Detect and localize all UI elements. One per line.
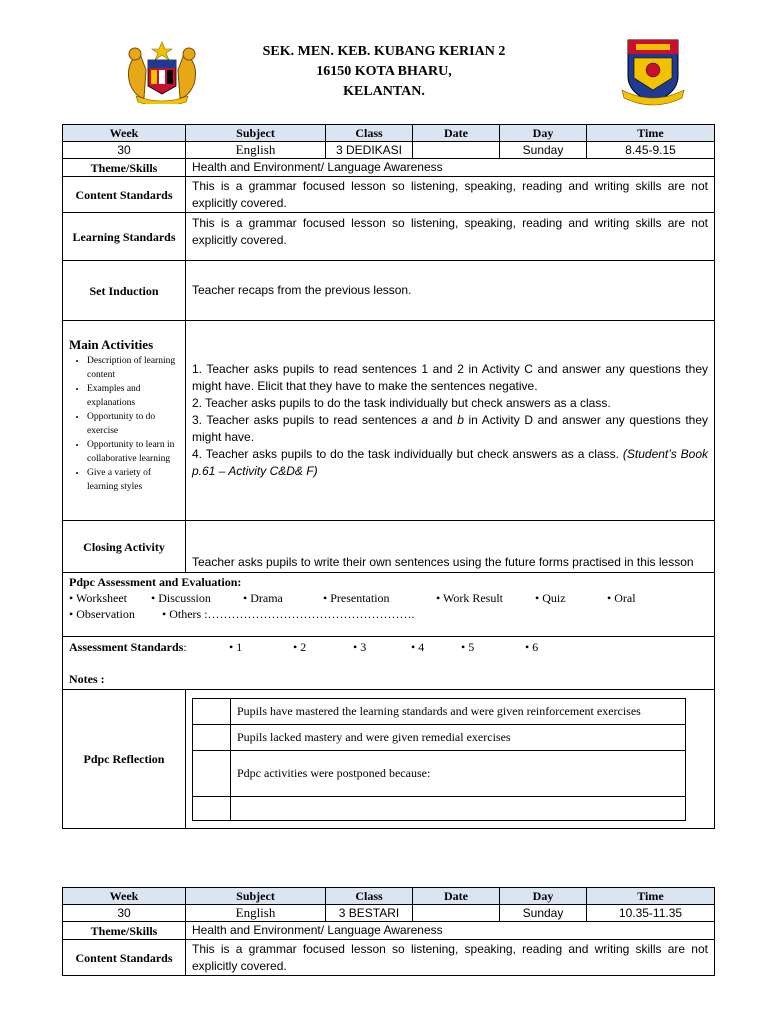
class-header: Class [326,125,413,142]
school-crest-logo [618,36,688,106]
header-row [63,125,715,142]
values-row [63,905,715,922]
lesson-plan-table-1 [62,124,715,829]
theme-row [63,159,715,177]
content-standards-row [63,940,715,976]
pdpc-option-presentation: • Presentation [323,591,390,605]
theme-row [63,922,715,940]
assessment-standards-colon: : [183,640,187,654]
pdpc-assessment-row [63,573,715,637]
main-activity-step-1: 1. Teacher asks pupils to read sentences 1 and 2 in Activity C and answer any questions they might have. Elicit that they have to make the sentences negative. [192,362,708,393]
day-value: Sunday [500,142,587,159]
main-activities-row [63,321,715,521]
list-item: • Give a variety of learning styles [87,467,179,494]
assessment-level-5: • 5 [461,640,475,654]
week-value: 30 [63,905,186,922]
reflection-checkbox-remedial[interactable] [193,724,231,750]
reflection-checkbox-postponed[interactable] [193,750,231,796]
notes-label: Notes : [69,672,105,686]
theme-value: Health and Environment/ Language Awareness [186,922,715,940]
content-standards-row [63,177,715,213]
step-3-sentence-b: b [457,413,464,427]
main-activities-value [186,321,715,521]
school-postcode-city: 16150 KOTA BHARU, [316,64,452,79]
reflection-text-mastered: Pupils have mastered the learning standards and were given reinforcement exercises [231,698,686,724]
step-3-text-a: 3. Teacher asks pupils to read sentences [192,413,422,427]
main-activity-step-2: 2. Teacher asks pupils to do the task individually but check answers as a class. [192,396,611,410]
content-standards-label: Content Standards [63,940,186,976]
header-row [63,888,715,905]
subject-value: English [186,905,326,922]
date-header: Date [413,125,500,142]
pdpc-reflection-row [63,690,715,829]
assessment-level-2: • 2 [293,640,307,654]
values-row [63,142,715,159]
content-standards-value: This is a grammar focused lesson so listening, speaking, reading and writing skills are not explicitly covered. [186,177,715,213]
school-name: SEK. MEN. KEB. KUBANG KERIAN 2 [262,44,506,59]
pdpc-option-work-result: • Work Result [436,591,504,605]
date-value [413,142,500,159]
pdpc-assessment-title: Pdpc Assessment and Evaluation: [69,575,242,589]
main-activities-criteria-list [69,355,179,494]
assessment-level-1: • 1 [229,640,243,654]
step-4-text: 4. Teacher asks pupils to do the task individually but check answers as a class. [192,447,623,461]
assessment-standards-line [69,639,708,655]
school-header [0,40,768,110]
assessment-standards-cell [63,637,715,690]
assessment-level-3: • 3 [353,640,367,654]
main-activities-label-cell [63,321,186,521]
reflection-row-postponed [193,750,686,796]
closing-activity-label: Closing Activity [63,521,186,573]
pdpc-option-others: • Others :……………………………………………. [162,607,415,621]
pdpc-reflection-table [192,698,686,821]
learning-standards-label: Learning Standards [63,213,186,261]
assessment-standards-label: Assessment Standards [69,640,184,654]
day-header: Day [500,888,587,905]
reflection-row-mastered [193,698,686,724]
list-item: • Examples and explanations [87,383,179,410]
list-item: • Description of learning content [87,355,179,382]
subject-header: Subject [186,125,326,142]
time-header: Time [587,888,715,905]
content-standards-label: Content Standards [63,177,186,213]
school-state: KELANTAN. [343,84,425,99]
assessment-level-6: • 6 [525,640,539,654]
pdpc-option-worksheet: • Worksheet [69,591,128,605]
day-header: Day [500,125,587,142]
pdpc-reflection-cell [186,690,715,829]
theme-label: Theme/Skills [63,922,186,940]
subject-header: Subject [186,888,326,905]
pdpc-option-drama: • Drama [243,591,283,605]
time-header: Time [587,125,715,142]
main-activities-label: Main Activities [69,337,154,352]
class-value: 3 BESTARI [326,905,413,922]
reflection-text-postponed: Pdpc activities were postponed because: [231,750,686,796]
theme-label: Theme/Skills [63,159,186,177]
pdpc-option-quiz: • Quiz [535,591,566,605]
main-activity-step-4 [192,446,708,480]
reflection-text-remedial: Pupils lacked mastery and were given remedial exercises [231,724,686,750]
set-induction-row [63,261,715,321]
list-item: • Opportunity to do exercise [87,411,179,438]
set-induction-label: Set Induction [63,261,186,321]
step-3-sentence-a: a [421,413,429,427]
assessment-standards-label-group [69,639,205,655]
time-value: 8.45-9.15 [587,142,715,159]
pdpc-options-row-2 [69,606,708,622]
class-value: 3 DEDIKASI [326,142,413,159]
set-induction-value: Teacher recaps from the previous lesson. [186,261,715,321]
lesson-plan-table-2 [62,887,715,976]
closing-activity-value: Teacher asks pupils to write their own sentences using the future forms practised in this lesson [186,521,715,573]
closing-activity-row [63,521,715,573]
assessment-standards-row [63,637,715,690]
step-3-and: and [428,413,458,427]
list-item: • Opportunity to learn in collaborative learning [87,439,179,466]
learning-standards-row [63,213,715,261]
date-header: Date [413,888,500,905]
reflection-blank-line[interactable] [231,796,686,820]
pdpc-options-row-1 [69,590,708,606]
step-4-book-reference: (Student’s Book p.61 – Activity C&D& F) [192,447,708,478]
date-value [413,905,500,922]
week-header: Week [63,888,186,905]
assessment-level-4: • 4 [411,640,425,654]
step-3-text-b: in Activity D and answer any questions they might have. [192,413,708,444]
pdpc-option-observation: • Observation [69,607,135,621]
main-activity-step-3 [192,412,708,446]
theme-value: Health and Environment/ Language Awareness [186,159,715,177]
learning-standards-value: This is a grammar focused lesson so listening, speaking, reading and writing skills are not explicitly covered. [186,213,715,261]
reflection-row-remedial [193,724,686,750]
reflection-checkbox-blank[interactable] [193,796,231,820]
time-value: 10.35-11.35 [587,905,715,922]
subject-value: English [186,142,326,159]
pdpc-reflection-label: Pdpc Reflection [63,690,186,829]
pdpc-option-discussion: • Discussion [151,591,211,605]
pdpc-option-oral: • Oral [607,591,636,605]
content-standards-value: This is a grammar focused lesson so listening, speaking, reading and writing skills are not explicitly covered. [186,940,715,976]
day-value: Sunday [500,905,587,922]
reflection-checkbox-mastered[interactable] [193,698,231,724]
week-value: 30 [63,142,186,159]
week-header: Week [63,125,186,142]
class-header: Class [326,888,413,905]
pdpc-assessment-cell [63,573,715,637]
reflection-row-blank [193,796,686,820]
